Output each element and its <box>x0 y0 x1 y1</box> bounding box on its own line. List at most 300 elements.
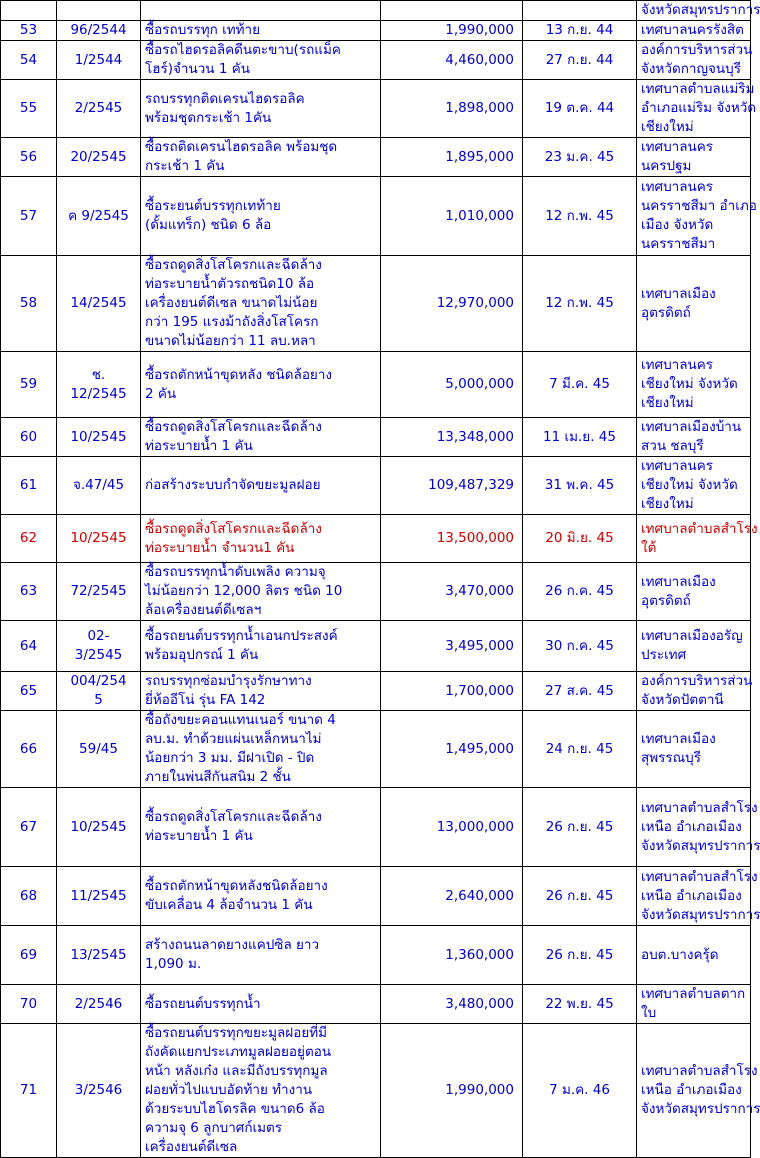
desc-line: ซื้อรถดูดสิ่งโสโครกและฉีดล้าง <box>145 520 322 537</box>
desc-line: 2 คัน <box>145 385 177 402</box>
cell-amount <box>381 867 523 926</box>
cell-ref <box>57 515 141 563</box>
desc-line: ท่อระบายน้ำ 1 คัน <box>145 828 253 844</box>
cell-org <box>637 515 758 563</box>
cell-amount <box>381 80 523 138</box>
cell-ref <box>57 457 141 515</box>
ref-line: 3/2546 <box>74 1082 123 1098</box>
cell-no <box>1 1 57 21</box>
org-line: นครราชสีมา <box>641 236 716 252</box>
desc-line: ซื้อรถบรรทุก เทท้าย <box>145 22 261 38</box>
cell-ref <box>57 41 141 80</box>
cell-ref <box>57 926 141 985</box>
cell-org <box>637 256 751 352</box>
ref-line: 14/2545 <box>70 295 127 311</box>
org-line: เทศบาลเมืองอรัญ <box>641 628 743 644</box>
no-line: 57 <box>19 207 38 224</box>
desc-line: กว่า 195 แรงม้าถังสิ่งโสโครก <box>145 314 319 330</box>
date-line: 13 ก.ย. 44 <box>545 22 614 38</box>
table-row <box>1 515 751 563</box>
table-row <box>1 352 751 418</box>
cell-amount <box>381 41 523 80</box>
cell-desc <box>141 177 381 256</box>
table-row <box>1 418 751 457</box>
org-line: อุตรดิตถ์ <box>641 304 691 321</box>
cell-ref <box>57 711 141 788</box>
date-line: 22 พ.ย. 45 <box>545 995 614 1012</box>
amount-line: 13,000,000 <box>436 818 514 835</box>
amount-line: 3,480,000 <box>445 995 514 1012</box>
no-line: 60 <box>19 428 38 445</box>
no-line: 56 <box>19 148 38 165</box>
no-line: 67 <box>19 818 38 835</box>
cell-ref <box>57 1 141 21</box>
desc-line: ซื้อรถไฮดรอลิคดีนตะขาบ(รถแม็ค <box>145 42 341 58</box>
org-line: นครปฐม <box>641 158 692 174</box>
cell-desc <box>141 788 381 867</box>
cell-desc <box>141 711 381 788</box>
cell-no <box>1 788 57 867</box>
cell-desc <box>141 926 381 985</box>
cell-amount <box>381 788 523 867</box>
table-row <box>1 138 751 177</box>
desc-line: ก่อสร้างระบบกำจัดขยะมูลฝอย <box>145 477 321 493</box>
cell-desc <box>141 418 381 457</box>
ref-line: 10/2545 <box>70 428 127 445</box>
cell-date <box>523 563 637 621</box>
cell-no <box>1 867 57 926</box>
date-line: 20 มิ.ย. 45 <box>545 530 614 546</box>
cell-desc <box>141 563 381 621</box>
cell-org <box>637 1 760 21</box>
cell-amount <box>381 457 523 515</box>
cell-desc <box>141 1024 381 1158</box>
no-line: 70 <box>19 995 38 1012</box>
date-line: 23 ม.ค. 45 <box>544 148 615 165</box>
cell-date <box>523 1024 637 1158</box>
org-line: เทศบาลเมือง <box>641 573 716 590</box>
date-line: 27 ก.ย. 44 <box>545 51 614 68</box>
org-line: เชียงใหม่ <box>641 496 694 512</box>
cell-amount <box>381 256 523 352</box>
cell-desc <box>141 80 381 138</box>
desc-line: ซื้อถังขยะคอนแทนเนอร์ ขนาด 4 <box>145 712 336 728</box>
ref-line: 10/2545 <box>70 818 127 835</box>
cell-no <box>1 457 57 515</box>
org-line: จังหวัดสมุทรปราการ <box>641 1101 760 1117</box>
cell-no <box>1 352 57 418</box>
table-row <box>1 177 751 256</box>
cell-no <box>1 138 57 177</box>
no-line: 55 <box>19 100 38 116</box>
date-line: 27 ส.ค. 45 <box>545 682 614 699</box>
date-line: 11 เม.ย. 45 <box>543 428 616 445</box>
desc-line: พร้อมอุปกรณ์ 1 คัน <box>145 647 259 663</box>
desc-line: ขนาดไม่น้อยกว่า 11 ลบ.หลา <box>145 333 316 349</box>
org-line: จังหวัดสมุทรปราการ <box>641 837 760 854</box>
cell-desc <box>141 1 381 21</box>
desc-line: เครื่องยนต์ดีเซล <box>145 1139 238 1155</box>
table-row <box>1 788 751 867</box>
amount-line: 1,895,000 <box>445 148 514 165</box>
amount-line: 1,360,000 <box>445 946 514 963</box>
table-row <box>1 21 751 41</box>
org-line: เหนือ อำเภอเมือง <box>641 887 742 904</box>
cell-no <box>1 563 57 621</box>
cell-ref <box>57 177 141 256</box>
cell-date <box>523 352 637 418</box>
desc-line: ซื้อรถติดเครนไฮดรอลิค พร้อมชุด <box>145 139 338 155</box>
desc-line: ด้วยระบบไฮโดรลิค ขนาด6 ล้อ <box>145 1101 325 1117</box>
desc-line: ขับเคลื่อน 4 ล้อจำนวน 1 คัน <box>145 897 313 913</box>
cell-ref <box>57 563 141 621</box>
cell-amount <box>381 177 523 256</box>
cell-date <box>523 21 637 41</box>
desc-line: (ดั้มแทร็ก) ชนิด 6 ล้อ <box>145 217 272 233</box>
org-line: จังหวัดปัตตานี <box>641 692 724 708</box>
cell-org <box>637 711 751 788</box>
desc-line: โฮร์)จำนวน 1 คัน <box>145 61 250 77</box>
cell-date <box>523 418 637 457</box>
desc-line: พร้อมชุดกระเช้า 1คัน <box>145 109 272 126</box>
no-line: 61 <box>19 477 38 493</box>
desc-line: ถังคัดแยกประเภทมูลฝอยอยู่ตอน <box>145 1044 332 1060</box>
cell-date <box>523 515 637 563</box>
cell-org <box>637 788 760 867</box>
cell-desc <box>141 256 381 352</box>
cell-date <box>523 41 637 80</box>
amount-line: 1,898,000 <box>445 100 514 116</box>
cell-desc <box>141 138 381 177</box>
org-line: เทศบาลนครรังสิต <box>641 22 744 38</box>
cell-date <box>523 926 637 985</box>
desc-line: ซื้อรถยนต์บรรทุกน้ำเอนกประสงค์ <box>145 628 338 644</box>
cell-org <box>637 621 751 672</box>
amount-line: 3,495,000 <box>445 637 514 654</box>
cell-date <box>523 788 637 867</box>
org-line: เชียงใหม่ จังหวัด <box>641 477 738 493</box>
cell-desc <box>141 21 381 41</box>
cell-desc <box>141 672 381 711</box>
date-line: 19 ต.ค. 44 <box>544 100 615 116</box>
cell-amount <box>381 138 523 177</box>
cell-ref <box>57 21 141 41</box>
ref-line: 13/2545 <box>70 946 127 963</box>
cell-date <box>523 621 637 672</box>
table-row <box>1 41 751 80</box>
no-line: 63 <box>19 583 38 599</box>
org-line: อำเภอแม่ริม จังหวัด <box>641 100 757 116</box>
desc-line: ท่อระบายน้ำตัวรถชนิด10 ล้อ <box>145 276 315 292</box>
ref-line: ช. <box>91 366 106 383</box>
org-line: จังหวัดกาญจนบุรี <box>641 61 741 77</box>
cell-no <box>1 621 57 672</box>
cell-org <box>637 41 751 80</box>
ref-line: 004/254 <box>70 673 127 689</box>
cell-date <box>523 138 637 177</box>
cell-desc <box>141 457 381 515</box>
table-row-continued <box>1 1 751 21</box>
no-line: 64 <box>19 637 38 654</box>
cell-amount <box>381 711 523 788</box>
cell-org <box>637 926 751 985</box>
cell-desc <box>141 867 381 926</box>
desc-line: น้อยกว่า 3 มม. มีฝาเปิด - ปิด <box>145 750 315 766</box>
cell-amount <box>381 672 523 711</box>
amount-line: 4,460,000 <box>445 51 514 68</box>
org-line: อุตรดิตถ์ <box>641 592 691 609</box>
amount-line: 5,000,000 <box>445 376 514 392</box>
desc-line: เครื่องยนต์ดีเซล ขนาดไม่น้อย <box>145 295 318 311</box>
cell-no <box>1 1024 57 1158</box>
org-line: เทศบาลตำบลสำโรง <box>641 799 758 816</box>
date-line: 24 ก.ย. 45 <box>545 740 614 757</box>
desc-line: ซื้อรถดูดสิ่งโสโครกและฉีดล้าง <box>145 257 322 273</box>
cell-ref <box>57 985 141 1024</box>
cell-org <box>637 672 751 711</box>
cell-desc <box>141 41 381 80</box>
desc-line: ท่อระบายน้ำ จำนวน1 คัน <box>145 539 295 556</box>
cell-ref <box>57 867 141 926</box>
cell-org <box>637 138 751 177</box>
desc-line: ล้อเครื่องยนต์ดีเซลฯ <box>145 602 262 618</box>
ref-line: 2/2546 <box>74 995 123 1012</box>
cell-org <box>637 21 751 41</box>
date-line: 7 มี.ค. 45 <box>549 376 610 392</box>
desc-line: ซื้อรถดูดสิ่งโสโครกและฉีดล้าง <box>145 809 322 825</box>
cell-date <box>523 867 637 926</box>
cell-ref <box>57 352 141 418</box>
cell-org <box>637 418 751 457</box>
cell-no <box>1 177 57 256</box>
amount-line: 2,640,000 <box>445 887 514 904</box>
table-row <box>1 985 751 1024</box>
cell-desc <box>141 515 381 563</box>
date-line: 26 ก.ค. 45 <box>545 583 614 599</box>
cell-date <box>523 177 637 256</box>
cell-org <box>637 985 751 1024</box>
org-line: องค์การบริหารส่วน <box>641 42 753 58</box>
cell-no <box>1 711 57 788</box>
cell-org <box>637 352 751 418</box>
org-line: เหนือ อำเภอเมือง <box>641 818 742 835</box>
date-line: 7 ม.ค. 46 <box>549 1082 610 1098</box>
cell-org <box>637 1024 760 1158</box>
org-line: เชียงใหม่ จังหวัด <box>641 376 738 392</box>
cell-no <box>1 985 57 1024</box>
date-line: 30 ก.ค. 45 <box>545 637 614 654</box>
ref-line: 02- <box>87 628 110 644</box>
desc-line: 1,090 ม. <box>145 956 202 972</box>
cell-date <box>523 256 637 352</box>
desc-line: ไม่น้อยกว่า 12,000 ลิตร ชนิด 10 <box>145 583 343 599</box>
ref-line: 96/2544 <box>70 22 127 38</box>
cell-no <box>1 80 57 138</box>
cell-org <box>637 867 760 926</box>
cell-desc <box>141 352 381 418</box>
desc-line: ฝอยทั่วไปแบบอัดท้าย ทำงาน <box>145 1082 313 1098</box>
cell-amount <box>381 621 523 672</box>
ref-line: 20/2545 <box>70 148 127 165</box>
table-row <box>1 563 751 621</box>
cell-org <box>637 457 751 515</box>
org-line: เทศบาลเมือง <box>641 285 716 302</box>
cell-desc <box>141 621 381 672</box>
org-line: เหนือ อำเภอเมือง <box>641 1082 742 1098</box>
date-line: 26 ก.ย. 45 <box>545 887 614 904</box>
ref-line: 1/2544 <box>74 51 123 68</box>
ref-line: 10/2545 <box>70 530 127 546</box>
table-row <box>1 867 751 926</box>
date-line: 31 พ.ค. 45 <box>544 477 615 493</box>
ref-line: 59/45 <box>79 740 118 757</box>
org-line: จังหวัดสมุทรปราการ <box>641 906 760 923</box>
no-line: 59 <box>19 376 38 392</box>
table-row <box>1 621 751 672</box>
cell-amount <box>381 563 523 621</box>
org-line: เทศบาลเมืองบ้าน <box>641 419 742 435</box>
no-line: 71 <box>19 1082 38 1098</box>
cell-org <box>637 563 751 621</box>
amount-line: 13,348,000 <box>436 428 514 445</box>
org-line: เทศบาลนคร <box>641 357 714 373</box>
desc-line: ซื้อรถตักหน้าขุดหลัง ชนิดล้อยาง <box>145 366 333 383</box>
org-line: เชียงใหม่ <box>641 395 694 411</box>
no-line: 53 <box>19 22 38 38</box>
desc-line: ท่อระบายน้ำ 1 คัน <box>145 438 253 454</box>
cell-no <box>1 21 57 41</box>
org-line: อบต.บางครุ้ด <box>641 946 719 963</box>
org-line: เทศบาลนคร <box>641 139 714 155</box>
org-line: เชียงใหม่ <box>641 119 694 135</box>
ref-line: ค 9/2545 <box>68 207 129 224</box>
org-line: ประเทศ <box>641 647 687 663</box>
cell-no <box>1 256 57 352</box>
org-line: เมือง จังหวัด <box>641 217 714 233</box>
desc-line: ลบ.ม. ทำด้วยแผ่นเหล็กหนาไม่ <box>145 731 322 747</box>
cell-amount <box>381 1 523 21</box>
cell-ref <box>57 256 141 352</box>
cell-date <box>523 457 637 515</box>
desc-line: ซื้อรถดูดสิ่งโสโครกและฉีดล้าง <box>145 419 322 435</box>
desc-line: สร้างถนนลาดยางแคปซิล ยาว <box>145 937 320 953</box>
cell-org <box>637 80 757 138</box>
desc-line: ซื้อรถตักหน้าขุดหลังชนิดล้อยาง <box>145 878 328 894</box>
org-line: สวน ชลบุรี <box>641 438 704 454</box>
table-row <box>1 1024 751 1158</box>
org-line: เทศบาลตำบลสำโรง <box>641 520 758 537</box>
cell-amount <box>381 985 523 1024</box>
org-line: จังหวัดสมุทรปราการ <box>641 2 760 18</box>
org-line: เทศบาลตำบลตาก <box>641 986 746 1002</box>
ref-line: จ.47/45 <box>72 477 125 493</box>
cell-amount <box>381 418 523 457</box>
ref-line: 72/2545 <box>70 583 127 599</box>
cell-date <box>523 985 637 1024</box>
org-line: เทศบาลเมือง <box>641 731 716 747</box>
table-row <box>1 711 751 788</box>
org-line: องค์การบริหารส่วน <box>641 673 753 689</box>
desc-line: ซื้อรถยนต์บรรทุกน้ำ <box>145 995 261 1012</box>
ref-line: 12/2545 <box>70 385 127 402</box>
table-row <box>1 256 751 352</box>
amount-line: 1,990,000 <box>445 1082 514 1098</box>
cell-ref <box>57 1024 141 1158</box>
no-line: 65 <box>19 682 38 699</box>
cell-date <box>523 1 637 21</box>
cell-ref <box>57 672 141 711</box>
cell-amount <box>381 352 523 418</box>
amount-line: 12,970,000 <box>436 295 514 311</box>
cell-no <box>1 418 57 457</box>
desc-line: ซื้อรถยนต์บรรทุกขยะมูลฝอยที่มี <box>145 1025 328 1041</box>
no-line: 66 <box>19 740 38 757</box>
cell-amount <box>381 21 523 41</box>
date-line: 12 ก.พ. 45 <box>545 207 614 224</box>
desc-line: ความจุ 6 ลูกบาศก์เมตร <box>145 1120 283 1136</box>
desc-line: ซื้อระยนต์บรรทุกเทท้าย <box>145 198 281 214</box>
cell-date <box>523 672 637 711</box>
cell-ref <box>57 788 141 867</box>
date-line: 12 ก.พ. 45 <box>545 295 614 311</box>
ref-line: 11/2545 <box>70 887 127 904</box>
amount-line: 109,487,329 <box>428 477 514 493</box>
org-line: ใบ <box>641 1005 657 1021</box>
org-line: เทศบาลตำบลสำโรง <box>641 1063 758 1079</box>
table-row <box>1 80 751 138</box>
amount-line: 3,470,000 <box>445 583 514 599</box>
org-line: เทศบาลตำบลแม่ริม <box>641 81 755 97</box>
cell-desc <box>141 985 381 1024</box>
no-line: 68 <box>19 887 38 904</box>
org-line: เทศบาลนคร <box>641 458 714 474</box>
ref-line: 3/2545 <box>74 647 123 663</box>
cell-ref <box>57 80 141 138</box>
no-line: 69 <box>19 946 38 963</box>
table-row <box>1 672 751 711</box>
ref-line: 5 <box>94 692 103 708</box>
org-line: เทศบาลตำบลสำโรง <box>641 868 758 885</box>
cell-ref <box>57 418 141 457</box>
no-line: 58 <box>19 295 38 311</box>
cell-date <box>523 80 637 138</box>
desc-line: กระเช้า 1 คัน <box>145 158 225 174</box>
cell-no <box>1 515 57 563</box>
table-row <box>1 926 751 985</box>
cell-org <box>637 177 757 256</box>
cell-ref <box>57 621 141 672</box>
cell-amount <box>381 1024 523 1158</box>
date-line: 26 ก.ย. 45 <box>545 818 614 835</box>
desc-line: หน้า หลังเก๋ง และมีถังบรรทุกมูล <box>145 1063 328 1079</box>
amount-line: 1,990,000 <box>445 22 514 38</box>
desc-line: ยี่ห้ออีโน่ รุ่น FA 142 <box>145 692 266 708</box>
amount-line: 1,495,000 <box>445 740 514 757</box>
org-line: ใต้ <box>641 539 657 556</box>
amount-line: 13,500,000 <box>436 530 514 546</box>
desc-line: ซื้อรถบรรทุกน้ำดับเพลิง ความจุ <box>145 564 326 580</box>
cell-ref <box>57 138 141 177</box>
amount-line: 1,700,000 <box>445 682 514 699</box>
date-line: 26 ก.ย. 45 <box>545 946 614 963</box>
cell-date <box>523 711 637 788</box>
cell-amount <box>381 926 523 985</box>
ref-line: 2/2545 <box>74 100 123 116</box>
desc-line: รถบรรทุกติดเครนไฮดรอลิค <box>145 90 305 107</box>
no-line: 62 <box>19 530 38 546</box>
table-row <box>1 457 751 515</box>
cell-amount <box>381 515 523 563</box>
